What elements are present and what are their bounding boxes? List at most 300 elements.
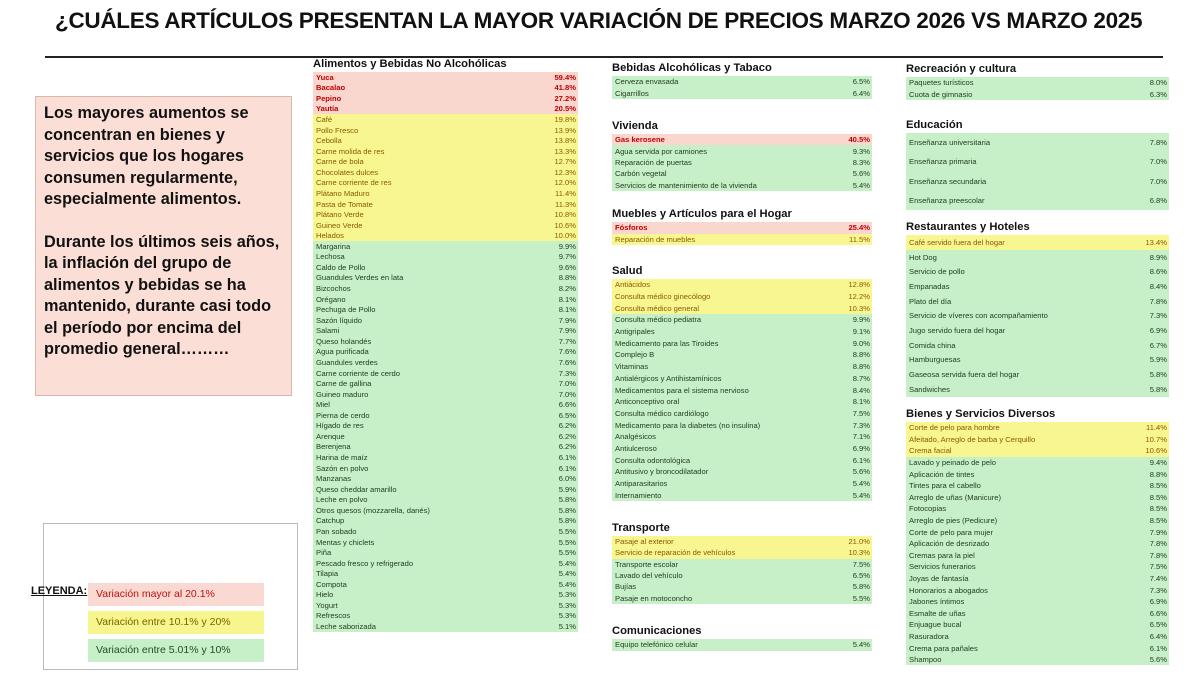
item-variation: 7.5% <box>852 408 870 418</box>
table-row <box>313 315 578 326</box>
item-name: Orégano <box>316 294 346 304</box>
item-name: Arenque <box>316 431 345 441</box>
item-name: Yuca <box>316 72 334 82</box>
section-title: Bienes y Servicios Diversos <box>906 408 1056 420</box>
item-variation: 10.3% <box>848 303 870 313</box>
table-row <box>313 252 578 263</box>
table-row <box>313 590 578 601</box>
table-row <box>906 250 1169 265</box>
table-row <box>906 480 1169 492</box>
item-variation: 9.0% <box>852 338 870 348</box>
item-name: Internamiento <box>615 490 662 500</box>
item-name: Sandwiches <box>909 384 950 394</box>
item-name: Consulta médico ginecólogo <box>615 292 711 302</box>
item-variation: 6.5% <box>852 571 870 581</box>
item-variation: 7.3% <box>558 368 576 378</box>
table-row <box>612 408 872 420</box>
item-name: Leche en polvo <box>316 495 368 505</box>
table-row <box>906 382 1169 397</box>
item-variation: 6.1% <box>852 455 870 465</box>
item-variation: 8.4% <box>852 385 870 395</box>
item-name: Cebolla <box>316 136 342 146</box>
table-row <box>612 349 872 361</box>
item-name: Servicios funerarios <box>909 562 976 572</box>
item-variation: 8.5% <box>1149 516 1167 526</box>
table-row <box>313 378 578 389</box>
item-variation: 10.0% <box>554 231 576 241</box>
table-row <box>313 304 578 315</box>
item-variation: 10.3% <box>848 548 870 558</box>
item-name: Consulta médico cardiólogo <box>615 408 709 418</box>
item-name: Jugo servido fuera del hogar <box>909 325 1006 335</box>
section-title: Restaurantes y Hoteles <box>906 221 1030 233</box>
table-row <box>612 168 872 179</box>
item-name: Café <box>316 115 333 125</box>
item-name: Fósforos <box>615 223 648 233</box>
item-variation: 10.8% <box>554 210 576 220</box>
item-variation: 11.5% <box>849 234 870 244</box>
item-name: Bizcochos <box>316 284 351 294</box>
item-name: Lechosa <box>316 252 345 262</box>
table-row <box>313 389 578 400</box>
item-name: Caldo de Pollo <box>316 262 366 272</box>
section-title: Muebles y Artículos para el Hogar <box>612 208 792 220</box>
item-variation: 9.6% <box>558 262 576 272</box>
item-name: Vitaminas <box>615 362 649 372</box>
table-row <box>906 77 1169 89</box>
table-row <box>313 167 578 178</box>
item-name: Crema facial <box>909 446 952 456</box>
item-name: Plato del día <box>909 296 952 306</box>
item-variation: 8.8% <box>558 273 576 283</box>
item-name: Aplicación de desrizado <box>909 539 990 549</box>
item-name: Pasta de Tomate <box>316 199 373 209</box>
table-row <box>906 503 1169 515</box>
table-row <box>313 410 578 421</box>
table-row <box>906 584 1169 596</box>
table-row <box>612 466 872 478</box>
table-row <box>313 146 578 157</box>
item-name: Berenjena <box>316 442 351 452</box>
item-variation: 6.6% <box>558 400 576 410</box>
item-name: Servicio de pollo <box>909 267 965 277</box>
item-name: Enjuague bucal <box>909 620 962 630</box>
table-row <box>612 536 872 547</box>
item-variation: 6.8% <box>1149 196 1167 206</box>
item-name: Agua purificada <box>316 347 369 357</box>
table-row <box>906 561 1169 573</box>
item-name: Crema para pañales <box>909 643 978 653</box>
item-variation: 7.9% <box>1149 527 1167 537</box>
item-variation: 5.4% <box>558 579 576 589</box>
item-name: Joyas de fantasía <box>909 574 969 584</box>
item-name: Cigarrillos <box>615 88 649 98</box>
item-variation: 5.4% <box>558 558 576 568</box>
item-name: Reparación de muebles <box>615 234 696 244</box>
item-name: Compota <box>316 579 347 589</box>
item-variation: 11.4% <box>555 188 576 198</box>
item-variation: 41.8% <box>554 83 576 93</box>
item-name: Arreglo de pies (Pedicure) <box>909 516 998 526</box>
item-name: Guandules verdes <box>316 357 378 367</box>
item-variation: 7.6% <box>558 357 576 367</box>
item-name: Miel <box>316 400 330 410</box>
legend-red: Variación mayor al 20.1% <box>88 583 264 606</box>
item-variation: 27.2% <box>554 93 576 103</box>
table-row <box>906 338 1169 353</box>
table-row <box>313 505 578 516</box>
item-variation: 8.1% <box>558 294 576 304</box>
table-row <box>906 323 1169 338</box>
table-row <box>612 384 872 396</box>
item-variation: 6.2% <box>558 421 576 431</box>
table-row <box>313 368 578 379</box>
table-row <box>612 431 872 443</box>
item-name: Comida china <box>909 340 956 350</box>
item-name: Margarina <box>316 241 351 251</box>
table-row <box>906 654 1169 666</box>
item-variation: 10.6% <box>1145 446 1167 456</box>
item-variation: 8.7% <box>852 373 870 383</box>
item-variation: 7.8% <box>1149 539 1167 549</box>
table-row <box>313 114 578 125</box>
table-row <box>313 294 578 305</box>
table-row <box>906 457 1169 469</box>
item-name: Medicamentos para el sistema nervioso <box>615 385 749 395</box>
item-name: Enseñanza preescolar <box>909 196 985 206</box>
table-row <box>313 178 578 189</box>
table-row <box>906 596 1169 608</box>
table-row <box>313 220 578 231</box>
item-variation: 8.1% <box>558 305 576 315</box>
item-name: Carbón vegetal <box>615 169 667 179</box>
item-name: Yogurt <box>316 600 338 610</box>
table-row <box>612 302 872 314</box>
table-row <box>313 547 578 558</box>
table-row <box>612 639 872 651</box>
item-name: Corte de pelo para hombre <box>909 423 1000 433</box>
item-name: Carne de gallina <box>316 379 372 389</box>
item-variation: 8.6% <box>1149 267 1167 277</box>
section-title: Alimentos y Bebidas No Alcohólicas <box>313 58 507 70</box>
table-row <box>906 152 1169 171</box>
item-variation: 5.3% <box>558 600 576 610</box>
item-variation: 5.8% <box>1149 384 1167 394</box>
item-variation: 7.0% <box>558 389 576 399</box>
legend-box <box>31 523 298 670</box>
table-row <box>313 600 578 611</box>
table-row <box>906 619 1169 631</box>
item-variation: 5.5% <box>558 526 576 536</box>
item-name: Hígado de res <box>316 421 364 431</box>
section-title: Transporte <box>612 522 670 534</box>
table-row <box>313 93 578 104</box>
section-alimentos <box>313 58 578 632</box>
item-name: Jabones íntimos <box>909 597 965 607</box>
table-row <box>906 133 1169 152</box>
table-row <box>612 291 872 303</box>
table-row <box>313 104 578 115</box>
table-row <box>906 631 1169 643</box>
item-name: Hielo <box>316 590 334 600</box>
item-variation: 8.5% <box>1149 492 1167 502</box>
item-variation: 7.5% <box>1149 562 1167 572</box>
item-name: Corte de pelo para mujer <box>909 527 993 537</box>
item-name: Enseñanza universitaria <box>909 138 991 148</box>
item-name: Bacalao <box>316 83 346 93</box>
table-row <box>313 241 578 252</box>
section-title: Bebidas Alcohólicas y Tabaco <box>612 62 772 74</box>
item-name: Leche saborizada <box>316 622 376 632</box>
item-variation: 9.1% <box>852 327 870 337</box>
section-educacion <box>906 119 1169 210</box>
table-row <box>313 83 578 94</box>
item-name: Hot Dog <box>909 252 937 262</box>
item-variation: 5.3% <box>558 611 576 621</box>
item-variation: 5.4% <box>558 569 576 579</box>
item-variation: 8.2% <box>558 284 576 294</box>
item-variation: 7.3% <box>1149 311 1167 321</box>
section-title: Recreación y cultura <box>906 63 1017 75</box>
table-row <box>612 76 872 88</box>
item-name: Gas kerosene <box>615 135 665 145</box>
item-name: Antiulceroso <box>615 443 657 453</box>
item-name: Servicio de reparación de vehículos <box>615 548 736 558</box>
section-vivienda <box>612 120 872 191</box>
item-variation: 6.0% <box>558 474 576 484</box>
item-variation: 12.2% <box>848 292 870 302</box>
item-variation: 7.8% <box>1149 138 1167 148</box>
item-name: Tintes para el cabello <box>909 481 981 491</box>
item-name: Guandules Verdes en lata <box>316 273 404 283</box>
item-name: Analgésicos <box>615 432 656 442</box>
item-variation: 12.3% <box>554 167 576 177</box>
item-variation: 21.0% <box>848 537 870 547</box>
table-row <box>906 642 1169 654</box>
item-variation: 5.9% <box>1149 355 1167 365</box>
item-variation: 40.5% <box>848 135 870 145</box>
section-bebidas-alcoholicas <box>612 62 872 99</box>
item-name: Carne de bola <box>316 157 364 167</box>
item-variation: 10.6% <box>554 220 576 230</box>
table-row <box>313 326 578 337</box>
table-row <box>313 495 578 506</box>
table-row <box>313 516 578 527</box>
item-variation: 10.7% <box>1145 434 1167 444</box>
item-variation: 7.1% <box>852 432 870 442</box>
item-variation: 8.9% <box>1149 252 1167 262</box>
item-name: Queso cheddar amarillo <box>316 484 397 494</box>
item-name: Yautía <box>316 104 339 114</box>
table-row <box>906 294 1169 309</box>
table-row <box>906 89 1169 101</box>
item-name: Piña <box>316 548 332 558</box>
table-row <box>612 134 872 145</box>
table-row <box>906 353 1169 368</box>
item-variation: 7.0% <box>1149 157 1167 167</box>
item-name: Antigripales <box>615 327 655 337</box>
section-bienes-servicios <box>906 408 1169 665</box>
item-variation: 7.8% <box>1149 550 1167 560</box>
table-row <box>906 526 1169 538</box>
item-variation: 5.8% <box>558 495 576 505</box>
table-row <box>313 611 578 622</box>
item-name: Medicamento para la diabetes (no insulina) <box>615 420 761 430</box>
item-variation: 5.1% <box>558 622 576 632</box>
item-variation: 5.4% <box>852 180 870 190</box>
item-name: Salami <box>316 326 340 336</box>
table-row <box>612 373 872 385</box>
table-row <box>313 579 578 590</box>
table-row <box>313 526 578 537</box>
section-title: Vivienda <box>612 120 658 132</box>
summary-paragraph-2: Durante los últimos seis años, la inflación del grupo de alimentos y bebidas se ha mantenido, durante casi todo el período por encima del promedio general……… <box>44 232 280 358</box>
item-variation: 6.5% <box>1149 620 1167 630</box>
item-name: Plátano Maduro <box>316 188 370 198</box>
table-row <box>313 484 578 495</box>
item-name: Pierna de cerdo <box>316 410 370 420</box>
table-row <box>612 478 872 490</box>
item-variation: 8.8% <box>852 350 870 360</box>
item-variation: 9.9% <box>852 315 870 325</box>
item-variation: 6.6% <box>1149 608 1167 618</box>
table-row <box>612 314 872 326</box>
item-variation: 19.8% <box>554 115 576 125</box>
item-name: Gaseosa servida fuera del hogar <box>909 370 1020 380</box>
item-variation: 5.6% <box>1149 655 1167 665</box>
table-row <box>313 135 578 146</box>
item-variation: 6.5% <box>558 410 576 420</box>
legend-green: Variación entre 5.01% y 10% <box>88 639 264 662</box>
table-row <box>313 568 578 579</box>
item-name: Pasaje en motoconcho <box>615 593 693 603</box>
item-variation: 8.4% <box>1149 281 1167 291</box>
item-variation: 5.5% <box>558 548 576 558</box>
table-row <box>313 357 578 368</box>
item-variation: 7.8% <box>1149 296 1167 306</box>
item-variation: 7.6% <box>558 347 576 357</box>
item-variation: 8.8% <box>852 362 870 372</box>
item-name: Catchup <box>316 516 345 526</box>
table-row <box>612 559 872 570</box>
table-row <box>612 326 872 338</box>
item-name: Consulta médico pediatra <box>615 315 702 325</box>
table-row <box>313 347 578 358</box>
item-variation: 7.0% <box>558 379 576 389</box>
table-row <box>313 558 578 569</box>
item-name: Afeitado, Arreglo de barba y Cerquillo <box>909 434 1036 444</box>
item-name: Pasaje al exterior <box>615 537 674 547</box>
item-variation: 9.4% <box>1149 458 1167 468</box>
table-row <box>906 422 1169 434</box>
table-row <box>313 199 578 210</box>
item-name: Carne corriente de cerdo <box>316 368 400 378</box>
item-name: Servicio de víveres con acompañamiento <box>909 311 1048 321</box>
item-name: Guineo maduro <box>316 389 369 399</box>
item-variation: 5.6% <box>852 467 870 477</box>
item-name: Enseñanza secundaria <box>909 176 987 186</box>
summary-note-box <box>35 96 292 396</box>
section-recreacion <box>906 63 1169 100</box>
legend-label: LEYENDA: <box>31 585 88 597</box>
item-variation: 7.9% <box>558 315 576 325</box>
item-name: Pechuga de Pollo <box>316 305 376 315</box>
section-title: Educación <box>906 119 963 131</box>
table-row <box>906 468 1169 480</box>
item-name: Equipo telefónico celular <box>615 640 698 650</box>
item-name: Pollo Fresco <box>316 125 359 135</box>
title-divider <box>45 56 1163 58</box>
item-name: Pescado fresco y refrigerado <box>316 558 414 568</box>
item-name: Shampoo <box>909 655 942 665</box>
table-row <box>313 621 578 632</box>
table-row <box>612 570 872 581</box>
item-name: Hamburguesas <box>909 355 961 365</box>
table-row <box>612 592 872 603</box>
section-salud <box>612 265 872 501</box>
table-row <box>906 191 1169 210</box>
table-row <box>313 421 578 432</box>
item-variation: 7.7% <box>558 336 576 346</box>
table-row <box>612 180 872 191</box>
item-variation: 59.4% <box>554 72 576 82</box>
table-row <box>906 172 1169 191</box>
table-row <box>612 361 872 373</box>
item-name: Antitusivo y broncodilatador <box>615 467 709 477</box>
item-name: Manzanas <box>316 474 352 484</box>
item-variation: 5.9% <box>558 484 576 494</box>
item-variation: 9.9% <box>558 241 576 251</box>
item-name: Tilapia <box>316 569 339 579</box>
table-row <box>313 125 578 136</box>
item-variation: 5.8% <box>1149 370 1167 380</box>
table-row <box>313 157 578 168</box>
item-name: Antiácidos <box>615 280 651 290</box>
item-variation: 5.5% <box>852 593 870 603</box>
table-row <box>612 419 872 431</box>
item-variation: 5.8% <box>852 582 870 592</box>
item-variation: 5.6% <box>852 169 870 179</box>
item-variation: 8.0% <box>1149 78 1167 88</box>
item-name: Aplicación de tintes <box>909 469 975 479</box>
summary-paragraph-1: Los mayores aumentos se concentran en bienes y servicios que los hogares consumen regularmente, especialmente alimentos. <box>44 104 249 208</box>
item-name: Carne corriente de res <box>316 178 392 188</box>
item-name: Transporte escolar <box>615 559 679 569</box>
item-variation: 7.4% <box>1149 574 1167 584</box>
item-name: Guineo Verde <box>316 220 363 230</box>
item-variation: 8.5% <box>1149 504 1167 514</box>
item-variation: 20.5% <box>554 104 576 114</box>
item-name: Consulta odontológica <box>615 455 691 465</box>
item-variation: 13.3% <box>554 146 576 156</box>
table-row <box>612 454 872 466</box>
table-row <box>906 538 1169 550</box>
table-row <box>612 234 872 246</box>
section-transporte <box>612 522 872 604</box>
table-row <box>612 157 872 168</box>
item-variation: 12.8% <box>848 280 870 290</box>
item-name: Pepino <box>316 93 342 103</box>
table-row <box>906 235 1169 250</box>
table-row <box>906 492 1169 504</box>
item-variation: 6.1% <box>558 463 576 473</box>
table-row <box>906 308 1169 323</box>
item-variation: 7.3% <box>852 420 870 430</box>
item-name: Queso holandés <box>316 336 372 346</box>
item-name: Helados <box>316 231 344 241</box>
table-row <box>313 399 578 410</box>
item-variation: 13.9% <box>554 125 576 135</box>
